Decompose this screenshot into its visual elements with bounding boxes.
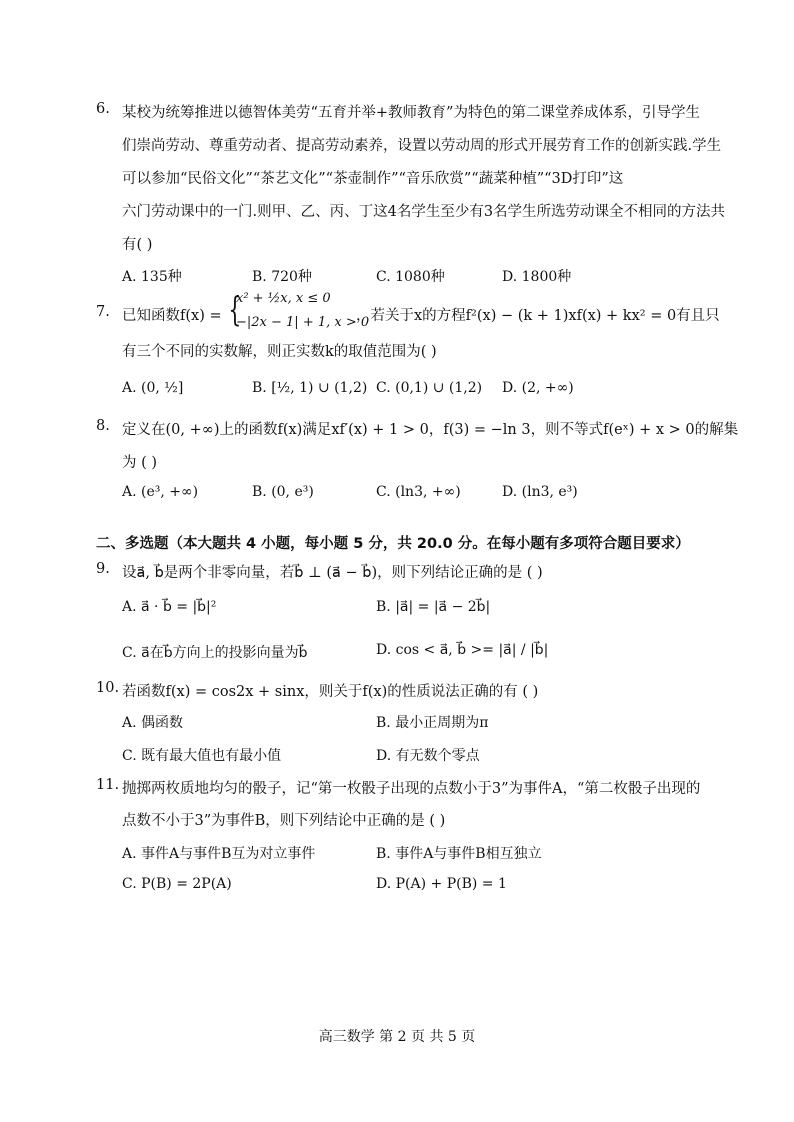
option-c: C. 既有最大值也有最小值 xyxy=(122,748,282,764)
option-d: D. cos < a⃗, b⃗ >= |a⃗| / |b⃗| xyxy=(376,642,549,658)
question-text-line: 有( ) xyxy=(122,237,153,253)
option-b: B. 最小正周期为π xyxy=(376,715,489,731)
question-text-line: 已知函数f(x) = xyxy=(122,308,222,324)
question-number: 10. xyxy=(96,680,120,696)
option-c: C. 1080种 xyxy=(376,269,445,285)
question-number: 8. xyxy=(96,418,110,434)
option-b: B. (0, e³) xyxy=(252,484,314,500)
option-a: A. 135种 xyxy=(122,269,182,285)
question-text-line: 某校为统筹推进以德智体美劳“五育并举+教师教育”为特色的第二课堂养成体系，引导学生 xyxy=(122,105,700,121)
question-number: 11. xyxy=(96,777,120,793)
question-text-line: ，若关于x的方程f²(x) − (k + 1)xf(x) + kx² = 0有且只 xyxy=(356,308,720,324)
option-a: A. a⃗ · b⃗ = |b⃗|² xyxy=(122,599,217,615)
option-c: C. (0,1) ∪ (1,2) xyxy=(376,380,483,396)
page-footer: 高三数学 第 2 页 共 5 页 xyxy=(318,1029,476,1045)
option-a: A. (e³, +∞) xyxy=(122,484,199,500)
question-text-line: 可以参加“民俗文化”“茶艺文化”“茶壶制作”“音乐欣赏”“蔬菜种植”“3D打印”这 xyxy=(122,171,624,187)
option-d: D. (ln3, e³) xyxy=(502,484,578,500)
question-text-line: 设a⃗, b⃗是两个非零向量，若b⃗ ⊥ (a⃗ − b⃗)，则下列结论正确的是 ( ) xyxy=(122,565,543,581)
piecewise-brace: { xyxy=(228,290,242,330)
option-a: A. (0, ½] xyxy=(122,380,184,396)
question-number: 9. xyxy=(96,561,110,577)
question-text-line: 若函数f(x) = cos2x + sinx，则关于f(x)的性质说法正确的有 ( ) xyxy=(122,684,539,700)
option-c: C. P(B) = 2P(A) xyxy=(122,876,232,892)
question-text-line: 抛掷两枚质地均匀的骰子，记“第一枚骰子出现的点数小于3”为事件A，“第二枚骰子出现的 xyxy=(122,781,701,797)
option-b: B. |a⃗| = |a⃗ − 2b⃗| xyxy=(376,599,491,615)
question-number: 6. xyxy=(96,101,110,117)
question-text-line: 点数不小于3”为事件B，则下列结论中正确的是 ( ) xyxy=(122,813,446,829)
option-d: D. (2, +∞) xyxy=(502,380,574,396)
option-d: D. P(A) + P(B) = 1 xyxy=(376,876,507,892)
question-text-line: 为 ( ) xyxy=(122,455,158,471)
option-a: A. 事件A与事件B互为对立事件 xyxy=(122,846,316,862)
question-number: 7. xyxy=(96,304,110,320)
option-d: D. 1800种 xyxy=(502,269,572,285)
section-heading: 二、多选题（本大题共 4 小题，每小题 5 分，共 20.0 分。在每小题有多项符合题目要求） xyxy=(96,536,690,552)
option-b: B. [½, 1) ∪ (1,2) xyxy=(252,380,368,396)
option-b: B. 720种 xyxy=(252,269,312,285)
option-c: C. a⃗在b⃗方向上的投影向量为b⃗ xyxy=(122,645,308,661)
question-text-line: 有三个不同的实数解，则正实数k的取值范围为( ) xyxy=(122,344,437,360)
piecewise-case-2: −|2x − 1| + 1, x > 0 xyxy=(236,315,370,330)
option-a: A. 偶函数 xyxy=(122,715,184,731)
option-c: C. (ln3, +∞) xyxy=(376,484,461,500)
question-text-line: 定义在(0, +∞)上的函数f(x)满足xf′(x) + 1 > 0，f(3) = −ln 3，则不等式f(eˣ) + x > 0的解集 xyxy=(122,422,739,438)
option-d: D. 有无数个零点 xyxy=(376,748,480,764)
option-b: B. 事件A与事件B相互独立 xyxy=(376,846,542,862)
piecewise-case-1: x² + ½x, x ≤ 0 xyxy=(236,291,331,306)
question-text-line: 六门劳动课中的一门.则甲、乙、丙、丁这4名学生至少有3名学生所选劳动课全不相同的方法共 xyxy=(122,204,726,220)
question-text-line: 们崇尚劳动、尊重劳动者、提高劳动素养，设置以劳动周的形式开展劳育工作的创新实践.学生 xyxy=(122,138,722,154)
